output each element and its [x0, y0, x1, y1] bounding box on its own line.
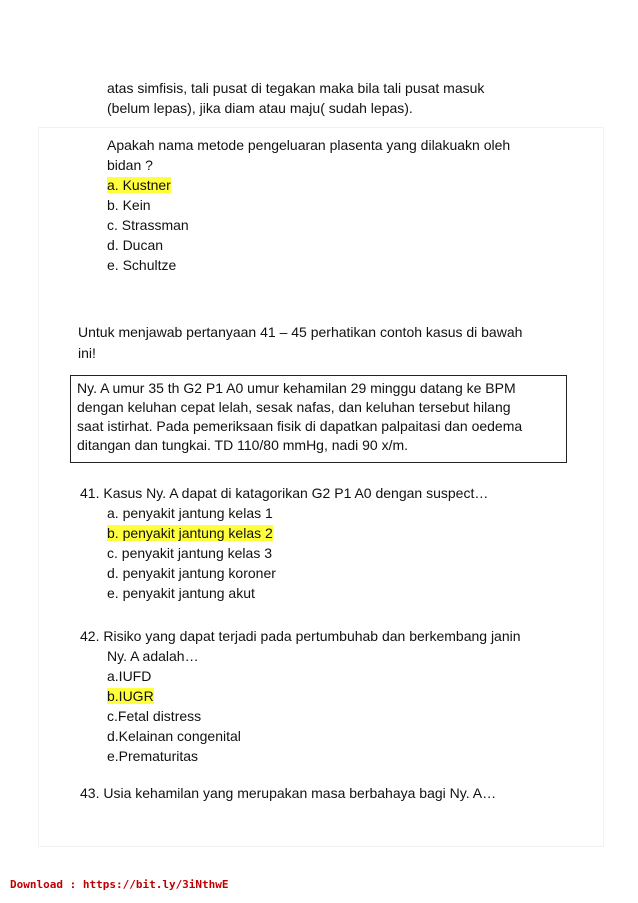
intro-line: (belum lepas), jika diam atau maju( sudah lepas). [107, 100, 413, 116]
case-box [70, 375, 567, 463]
question-plasenta [107, 135, 510, 275]
question-42-stem [80, 626, 521, 646]
answer-option: e. Schultze [107, 257, 177, 273]
instruction-line: Untuk menjawab pertanyaan 41 – 45 perhatikan contoh kasus di bawah [78, 324, 523, 340]
answer-option: e. penyakit jantung akut [107, 585, 255, 601]
question-43-stem [80, 783, 496, 803]
question-stem: Ny. A adalah… [107, 648, 199, 664]
question-stem: 42. Risiko yang dapat terjadi pada pertumbuhab dan berkembang janin [80, 628, 521, 644]
question-stem: bidan ? [107, 157, 153, 173]
answer-option: c.Fetal distress [107, 708, 202, 724]
question-stem: 43. Usia kehamilan yang merupakan masa berbahaya bagi Ny. A… [80, 785, 497, 801]
answer-option-highlighted: b.IUGR [107, 688, 154, 704]
intro-line: atas simfisis, tali pusat di tegakan maka bila tali pusat masuk [107, 80, 485, 96]
answer-option-highlighted: b. penyakit jantung kelas 2 [107, 525, 273, 541]
answer-option: d.Kelainan congenital [107, 728, 241, 744]
case-line: dengan keluhan cepat lelah, sesak nafas, dan keluhan tersebut hilang [77, 399, 511, 415]
download-link[interactable]: Download : https://bit.ly/3iNthwE [10, 878, 229, 891]
instruction-text [78, 322, 522, 364]
question-41-stem [80, 483, 488, 503]
case-line: ditangan dan tungkai. TD 110/80 mmHg, nadi 90 x/m. [77, 437, 409, 453]
answer-option: c. penyakit jantung kelas 3 [107, 545, 272, 561]
answer-option: a.IUFD [107, 668, 152, 684]
answer-option: c. Strassman [107, 217, 189, 233]
answer-option: b. Kein [107, 197, 151, 213]
intro-text [107, 78, 484, 118]
question-42-options [107, 646, 241, 766]
case-line: Ny. A umur 35 th G2 P1 A0 umur kehamilan 29 minggu datang ke BPM [77, 380, 516, 396]
answer-option: a. penyakit jantung kelas 1 [107, 505, 273, 521]
question-41-options [107, 503, 276, 603]
question-stem: Apakah nama metode pengeluaran plasenta yang dilakuakn oleh [107, 137, 511, 153]
answer-option-highlighted: a. Kustner [107, 177, 171, 193]
case-line: saat istirhat. Pada pemeriksaan fisik di dapatkan palpaitasi dan oedema [77, 418, 523, 434]
answer-option: d. Ducan [107, 237, 164, 253]
answer-option: e.Prematuritas [107, 748, 199, 764]
answer-option: d. penyakit jantung koroner [107, 565, 276, 581]
instruction-line: ini! [78, 345, 96, 361]
question-stem: 41. Kasus Ny. A dapat di katagorikan G2 P1 A0 dengan suspect… [80, 485, 489, 501]
